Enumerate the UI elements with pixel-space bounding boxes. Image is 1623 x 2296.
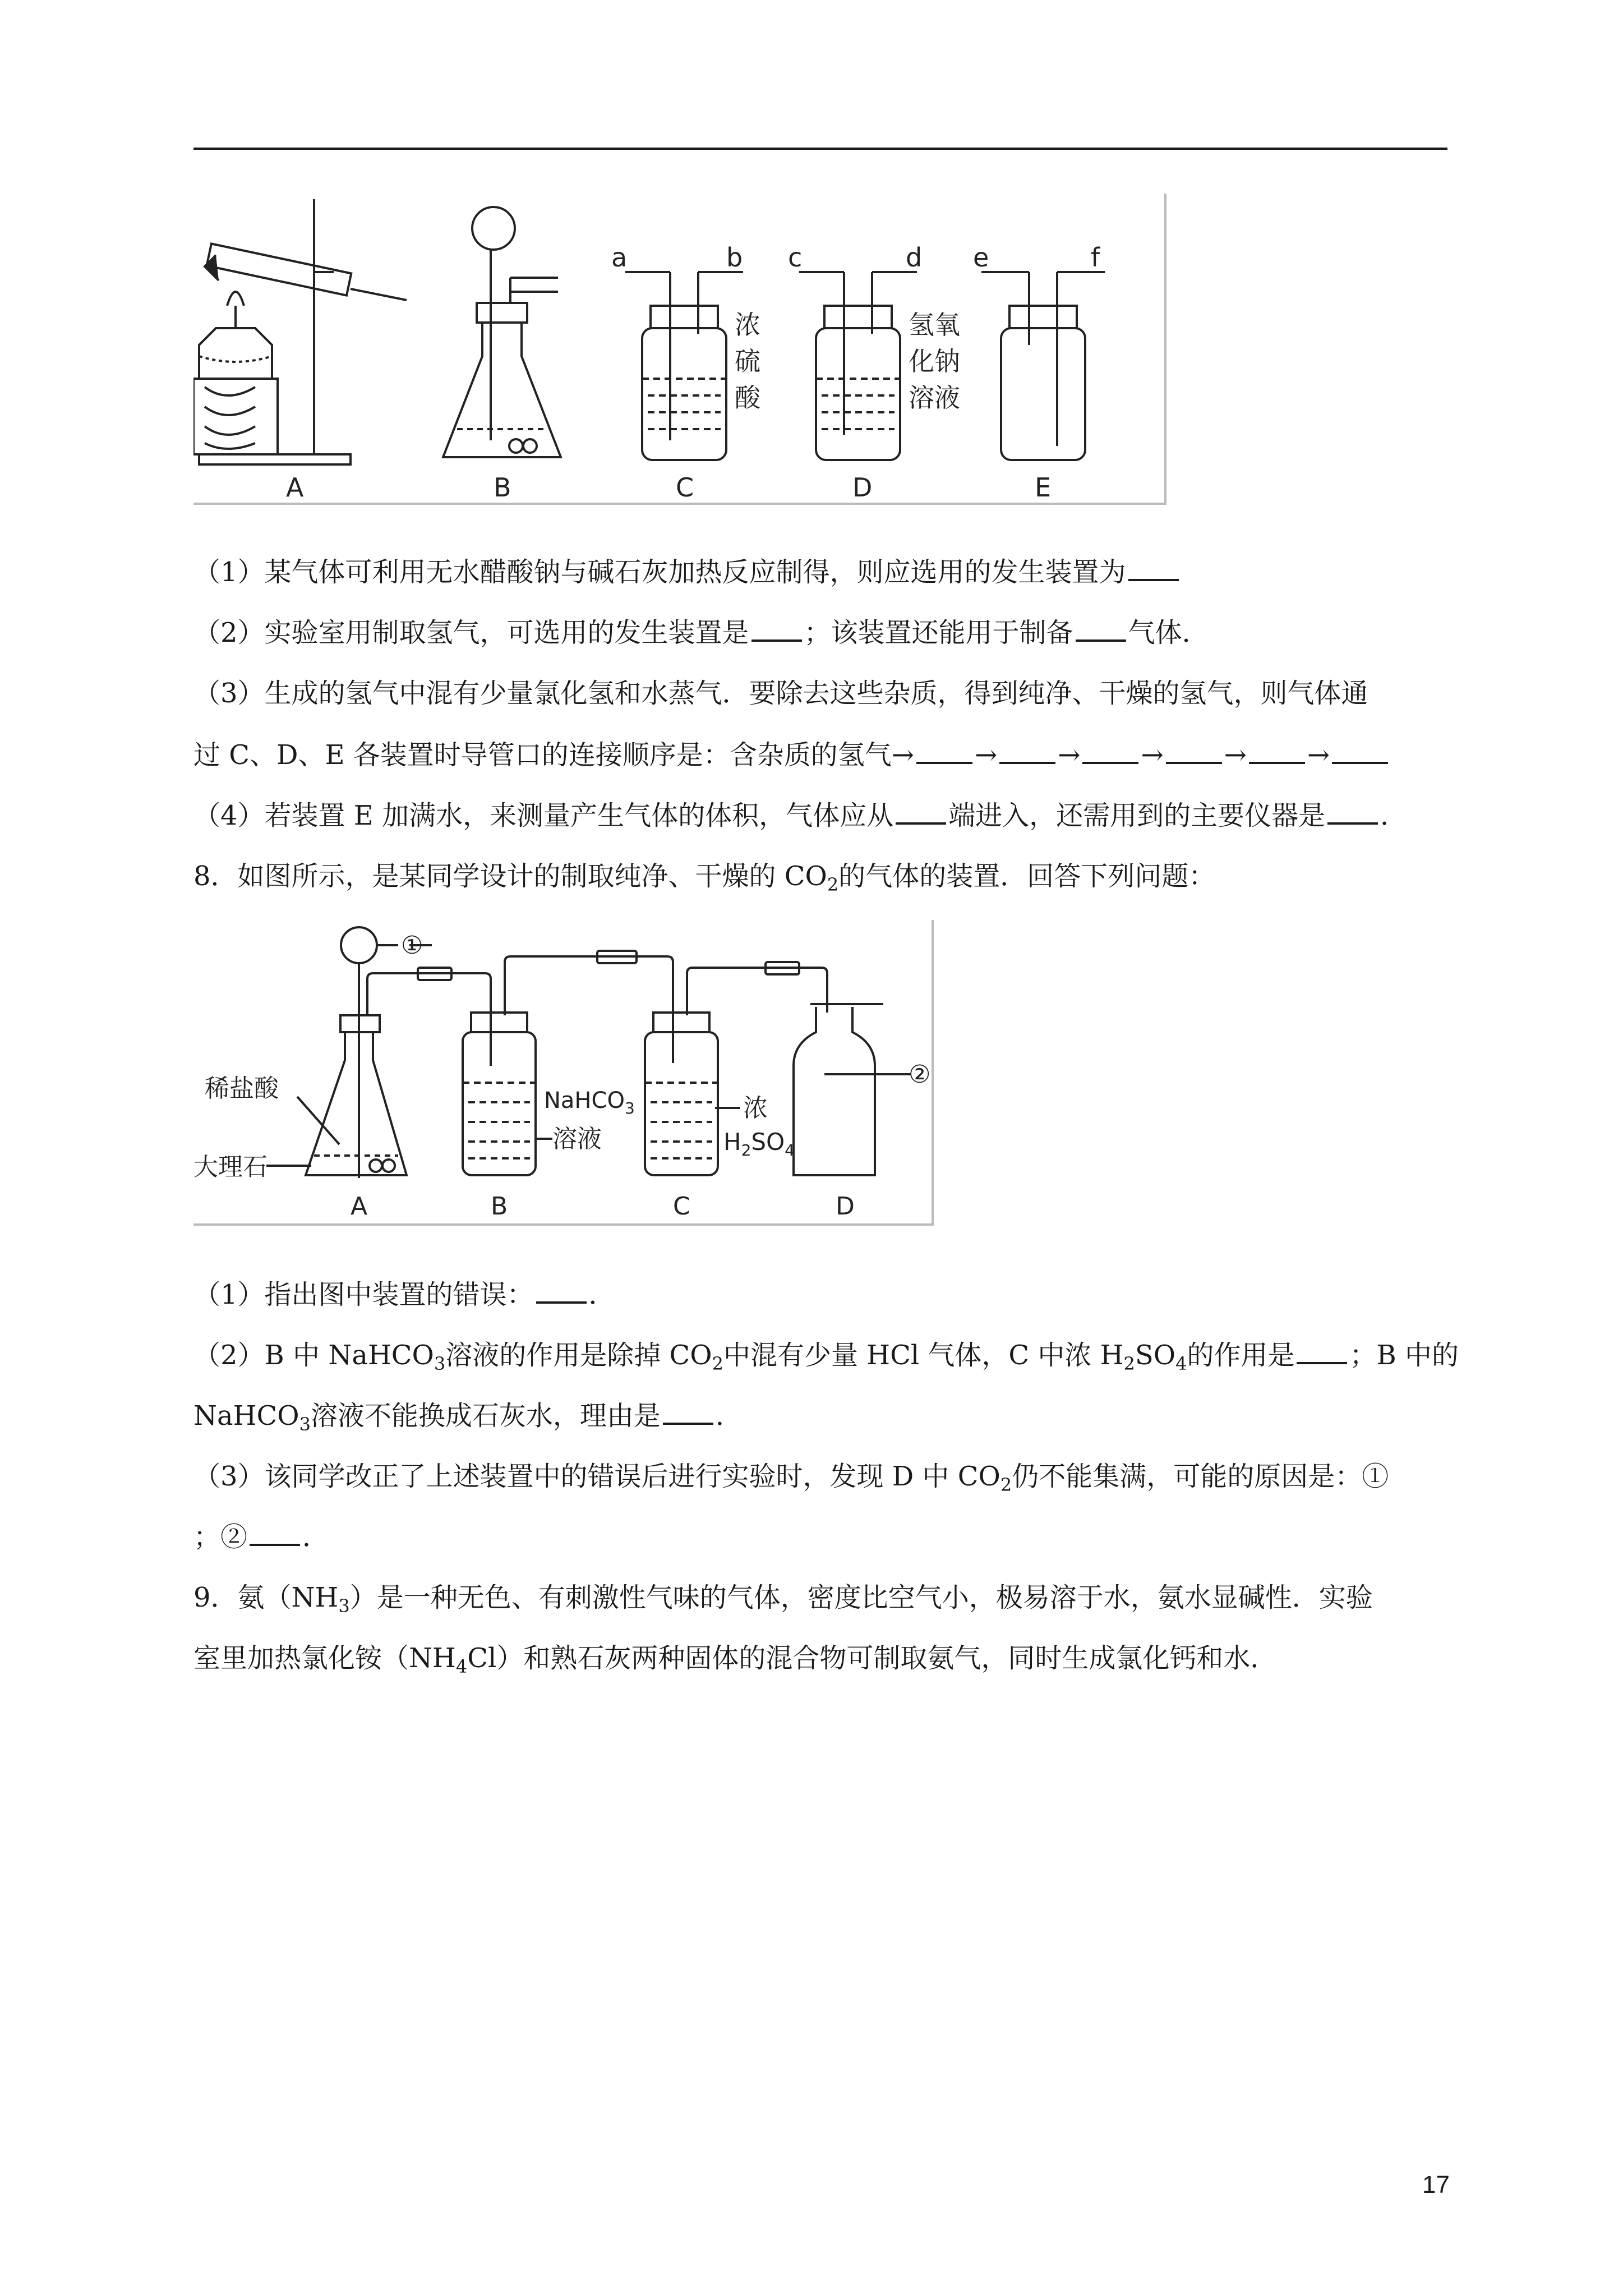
q7-part1: （1）某气体可利用无水醋酸钠与碱石灰加热反应制得，则应选用的发生装置为 [193, 555, 1181, 589]
b-reagent-2: 溶液 [552, 1125, 602, 1153]
q8-part3-line2: ；② ． [193, 1521, 330, 1553]
apparatus-figure-2 [193, 920, 934, 1226]
c-reagent-2: 硫 [735, 346, 760, 376]
q8-part2-line2: NaHCO$_3$溶液不能换成石灰水，理由是 ． [193, 1400, 743, 1435]
q8-stem: 8．如图所示，是某同学设计的制取纯净、干燥的 $CO_2$的气体的装置．回答下列问题： [193, 861, 1216, 895]
label-E: E [1035, 472, 1052, 503]
label-D2: D [836, 1192, 855, 1221]
q7-part3-line1: （3）生成的氢气中混有少量氯化氢和水蒸气．要除去这些杂质，得到纯净、干燥的氢气，则气体通 [193, 678, 1368, 709]
q8-part3-line1: （3）该同学改正了上述装置中的错误后进行实验时，发现 D 中 $CO_2$仍不能集满，可能的原因是：① [193, 1461, 1389, 1496]
label-A: A [286, 472, 304, 503]
q7-part3-line2: 过 C、D、E 各装置时导管口的连接顺序是：含杂质的氢气→ → → → → → [193, 738, 1390, 772]
label-D: D [852, 472, 873, 503]
q8-part2-line1: （2）B 中 NaHCO$_3$溶液的作用是除掉 $CO_2$中混有少量 HCl 气体，C 中浓 $H_2SO_4$的作用是 ；B 中的 [193, 1340, 1459, 1374]
port-d: d [906, 242, 923, 273]
label-B: B [494, 472, 511, 503]
c-reagent-formula: $H_2SO_4$ [723, 1128, 795, 1159]
header-rule [193, 148, 1447, 150]
b-reagent-1: NaHCO$_3$ [544, 1088, 635, 1117]
label-C2: C [673, 1192, 690, 1221]
c-reagent-conc: 浓 [743, 1094, 768, 1122]
marble-label: 大理石 [193, 1153, 268, 1181]
label-A2: A [351, 1192, 368, 1221]
d-reagent-3: 溶液 [909, 383, 960, 413]
label-B2: B [491, 1192, 508, 1221]
q7-part4: （4）若装置 E 加满水，来测量产生气体的体积，气体应从 端进入，还需用到的主要仪器是 ． [193, 800, 1408, 831]
d-reagent-2: 化钠 [909, 346, 960, 376]
q9-line1: 9．氨$(NH_3)$是一种无色、有刺激性气味的气体，密度比空气小，极易溶于水，氨水显碱性．实验 [193, 1582, 1373, 1617]
label-C: C [676, 472, 694, 503]
port-a: a [611, 242, 628, 273]
circle-1-label: ① [401, 931, 423, 960]
c-reagent-1: 浓 [735, 310, 760, 340]
q9-line2: 室里加热氯化铵$(NH_4Cl)$和熟石灰两种固体的混合物可制取氨气，同时生成氯化钙和水． [193, 1642, 1278, 1677]
port-b: b [726, 242, 743, 273]
port-c: c [788, 242, 803, 273]
apparatus-figure-1 [193, 194, 1166, 505]
acid-label: 稀盐酸 [205, 1074, 279, 1103]
port-e: e [973, 242, 989, 273]
d-reagent-1: 氢氧 [909, 310, 960, 340]
circle-2-label: ② [909, 1060, 931, 1089]
c-reagent-3: 酸 [735, 383, 760, 413]
q7-part2: （2）实验室用制取氢气，可选用的发生装置是 ；该装置还能用于制备 气体． [193, 617, 1209, 648]
port-f: f [1091, 242, 1100, 273]
page-number: 17 [1422, 2171, 1450, 2198]
q8-part1: （1）指出图中装置的错误： ． [193, 1279, 616, 1310]
